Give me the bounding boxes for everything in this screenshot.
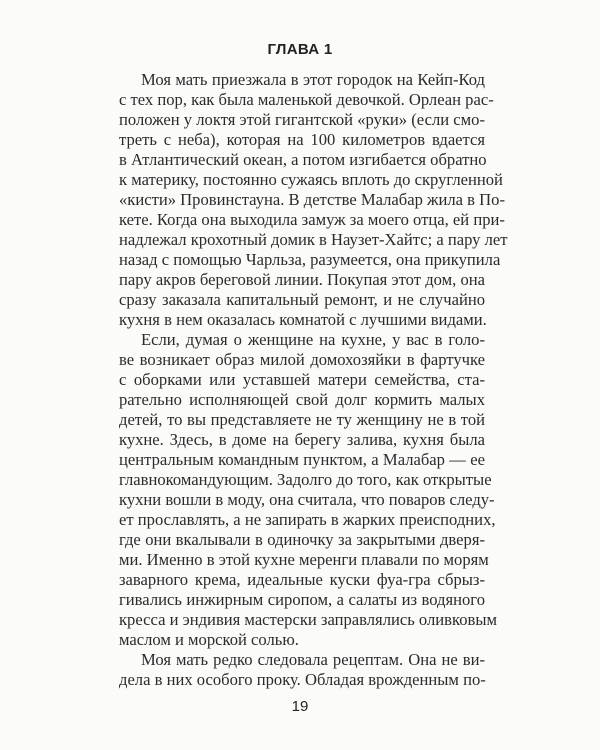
text-line: в Атлантический океан, а потом изгибается обратно [119, 150, 487, 169]
page-number: 19 [291, 698, 309, 715]
text-line: назад с помощью Чарльза, разумеется, она прикупила [119, 250, 501, 269]
text-line: Если, думая о женщине на кухне, у вас в голо- [141, 330, 485, 349]
text-line: с тех пор, как была маленькой девочкой. Орлеан рас- [119, 90, 494, 109]
text-line: треть с неба), которая на 100 километров вдается [119, 130, 485, 149]
paragraph [119, 650, 485, 690]
text-line: надлежал крохотный домик в Наузет-Хайтс; а пару лет [119, 230, 508, 249]
text-line: детей, то вы представляете не ту женщину не в той [119, 410, 485, 429]
text-line: кресса и эндивия мастерски заправлялись оливковым [119, 610, 498, 629]
text-line: с оборками или уставшей матери семейства, ста- [119, 370, 485, 389]
chapter-title: ГЛАВА 1 [267, 41, 333, 58]
text-line: центральным командным пунктом, а Малабар — ее [119, 450, 485, 469]
text-line: кухне. Здесь, в доме на берегу залива, кухня была [119, 430, 485, 449]
body-text [119, 70, 508, 690]
text-line: Моя мать приезжала в этот городок на Кейп-Код [141, 70, 485, 89]
text-line: ве возникает образ милой домохозяйки в фартучке [119, 350, 485, 369]
text-line: сразу заказала капитальный ремонт, и не случайно [119, 290, 485, 309]
paragraph [119, 330, 498, 650]
paragraph [119, 70, 508, 330]
text-line: ми. Именно в этой кухне меренги плавали по морям [119, 550, 489, 569]
text-line: кухни вошли в моду, она считала, что поваров следу- [119, 490, 495, 509]
text-line: рательно исполняющей свой долг кормить малых [119, 390, 485, 409]
text-line: гивались инжирным сиропом, а салаты из водяного [119, 590, 485, 609]
text-line: кете. Когда она выходила замуж за моего отца, ей при- [119, 210, 505, 229]
text-line: к материку, постоянно сужаясь вплоть до скругленной [119, 170, 503, 189]
text-line: маслом и морской солью. [119, 630, 299, 649]
text-line: заварного крема, идеальные куски фуа-гра сбрыз- [119, 570, 485, 589]
text-line: «кисти» Провинстауна. В детстве Малабар жила в По- [119, 190, 505, 209]
text-line: дела в них особого проку. Обладая врожденным по- [119, 670, 486, 689]
text-line: главнокомандующим. Задолго до того, как открытые [119, 470, 492, 489]
text-line: где они вкалывали в одиночку за закрытыми дверя- [119, 530, 485, 549]
text-line: пару акров береговой линии. Покупая этот дом, она [119, 270, 485, 289]
text-line: ет прославлять, а не запирать в жарких преисподних, [119, 510, 496, 529]
text-line: Моя мать редко следовала рецептам. Она не ви- [141, 650, 485, 669]
text-line: кухня в нем оказалась комнатой с лучшими видами. [119, 310, 487, 329]
text-line: положен у локтя этой гигантской «руки» (если смо- [119, 110, 485, 129]
